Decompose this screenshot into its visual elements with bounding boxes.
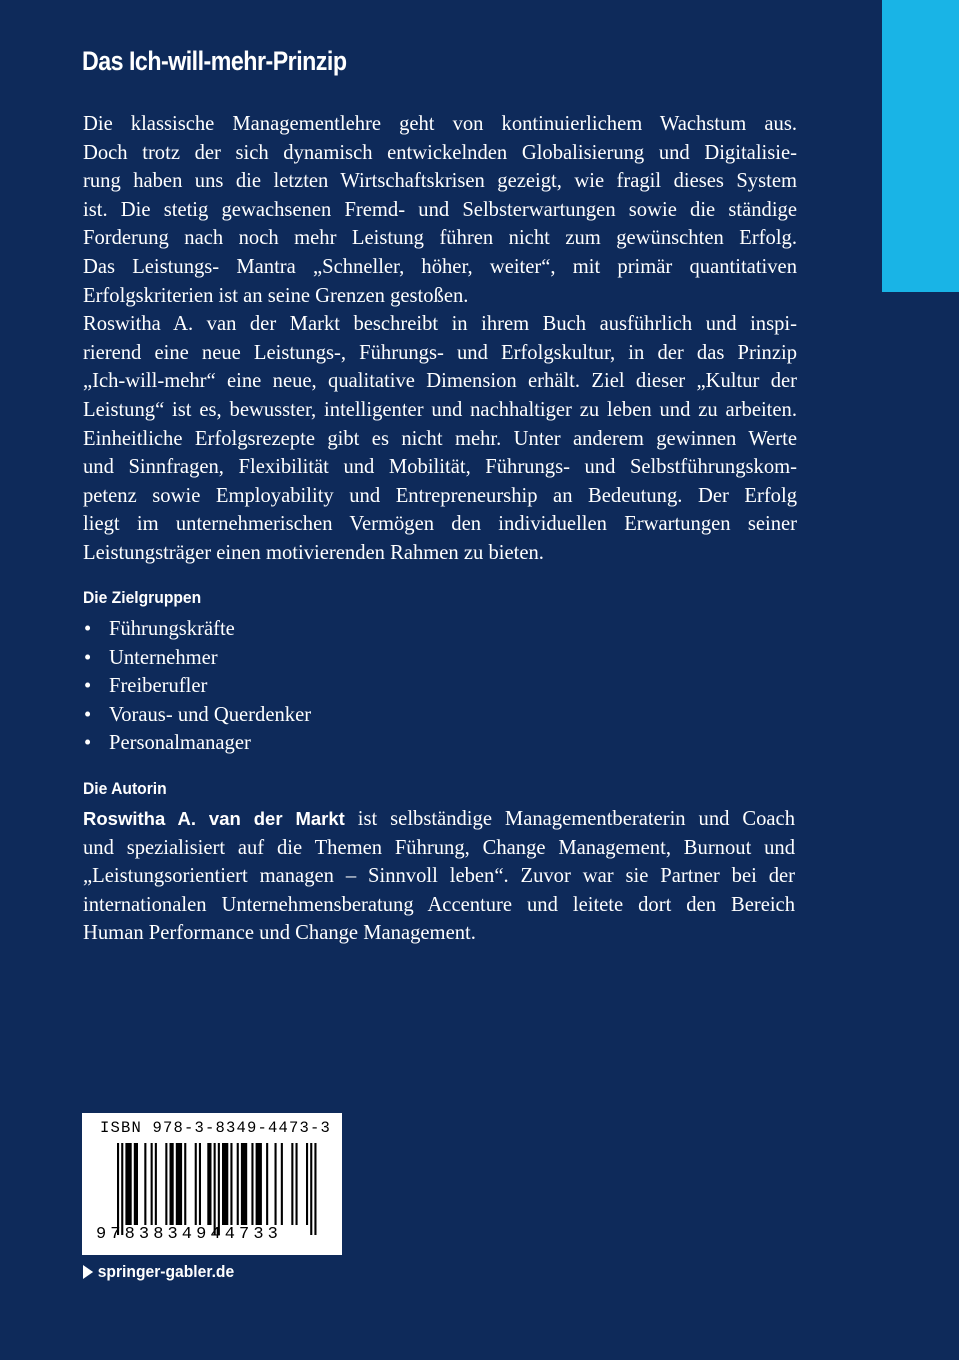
list-item-label: Freiberufler [109,675,208,698]
description-line: Leistungsträger einen motivierenden Rahmen zu bieten. [83,541,544,564]
list-item [83,672,311,701]
barcode-bar [117,1143,119,1235]
description-line: Einheitliche Erfolgsrezepte gibt es nicht mehr. Unter anderem gewinnen Werte [83,427,797,450]
list-item-label: Führungskräfte [109,618,235,640]
barcode-bar [310,1143,312,1235]
barcode-bar [241,1143,247,1225]
description-line: Die klassische Managementlehre geht von kontinuierlichem Wachstum aus. [83,113,797,135]
description-line: liegt im unternehmerischen Vermögen den individuellen Erwartungen seiner [83,513,797,536]
bullet-icon: • [84,618,92,640]
barcode-bar [199,1143,201,1225]
barcode-bar [237,1143,239,1225]
arrow-right-icon [83,1265,93,1279]
bullet-icon: • [84,675,92,698]
description-line: ist. Die stetig gewachsenen Fremd- und Selbsterwartungen sowie die ständige [83,198,797,221]
audience-heading: Die Zielgruppen [83,588,202,607]
barcode-bar [176,1143,182,1225]
barcode-digits: 9783834944733 [96,1225,282,1244]
list-item-label: Voraus- und Querdenker [109,703,312,726]
list-item [83,701,311,730]
author-bio-line: „Leistungsorientiert managen – Sinnvoll leben“. Zuvor war sie Partner bei der [83,865,795,888]
author-bio-text: ist selbständige Managementberaterin und Coach [357,808,795,830]
description-line: Doch trotz der sich dynamisch entwickelnden Globalisierung und Digitalisie- [83,141,797,164]
description-line: rierend eine neue Leistungs-, Führungs- und Erfolgskultur, in der das Prinzip [83,341,797,364]
description-line: Das Leistungs- Mantra „Schneller, höher, weiter“, mit primär quantitativen [83,255,797,278]
description-line: petenz sowie Employability und Entrepreneurship an Bedeutung. Der Erfolg [83,484,797,507]
barcode-bar [314,1143,316,1235]
barcode-bar [184,1143,186,1225]
description-line: Forderung nach noch mehr Leistung führen nicht zum gewünschten Erfolg. [83,227,797,250]
author-name: Roswitha A. van der Markt [83,808,345,829]
barcode-bar [165,1143,167,1225]
barcode-bar [144,1143,146,1225]
isbn-label: ISBN 978-3-8349-4473-3 [100,1119,332,1137]
description-line: rung haben uns die letzten Wirtschaftskrisen gezeigt, wie fragil dieses System [83,170,797,193]
barcode-bar [222,1143,228,1225]
barcode-bar [151,1143,153,1225]
barcode-bar [121,1143,123,1235]
description [83,110,797,568]
barcode-bar [195,1143,197,1225]
barcode-bar [207,1143,211,1225]
bullet-icon: • [84,703,92,726]
barcode-bar [214,1143,216,1235]
list-item [83,615,311,644]
author-heading: Die Autorin [83,779,167,798]
list-item-label: Personalmanager [109,732,251,755]
list-item [83,729,311,758]
bullet-icon: • [84,646,92,669]
list-item-label: Unternehmer [109,646,218,669]
barcode-bar [134,1143,138,1225]
publisher-link[interactable] [83,1262,234,1282]
barcode-bar [291,1143,293,1225]
barcode-bar [125,1143,131,1225]
description-line: und Sinnfragen, Flexibilität und Mobilität, Führungs- und Selbstführungskom- [83,456,797,479]
author-bio-line [83,805,795,834]
barcode-bar [296,1143,298,1225]
description-line: Erfolgskriterien ist an seine Grenzen gestoßen. [83,284,469,307]
barcode-bar [266,1143,268,1225]
barcode-bar [256,1143,262,1225]
barcode-bar [218,1143,220,1235]
barcode-bar [230,1143,232,1225]
description-line: „Ich-will-mehr“ eine neue, qualitative Dimension erhält. Ziel dieser „Kultur der [83,370,797,393]
audience-list [83,615,311,758]
barcode-bar [251,1143,253,1225]
description-line: Leistung“ ist es, bewusster, intelligenter und nachhaltiger zu leben und zu arbeiten. [83,398,797,421]
author-bio-line: und spezialisiert auf die Themen Führung, Change Management, Burnout und [83,836,795,859]
author-bio-line: internationalen Unternehmensberatung Accenture und leitete dort den Bereich [83,893,795,916]
author-bio-line: Human Performance und Change Management. [83,922,476,945]
publisher-url: springer-gabler.de [97,1262,235,1281]
author-bio [83,805,795,948]
accent-bar [882,0,959,292]
isbn-barcode [82,1113,342,1255]
list-item [83,644,311,673]
barcode-bar [281,1143,283,1225]
barcode-bar [155,1143,157,1225]
barcode-bar [306,1143,308,1225]
description-line: Roswitha A. van der Markt beschreibt in ihrem Buch ausführlich und inspi- [83,313,797,336]
bullet-icon: • [84,732,92,755]
barcode-bar [275,1143,277,1225]
barcode-bar [170,1143,174,1225]
page-title: Das Ich-will-mehr-Prinzip [82,46,347,76]
